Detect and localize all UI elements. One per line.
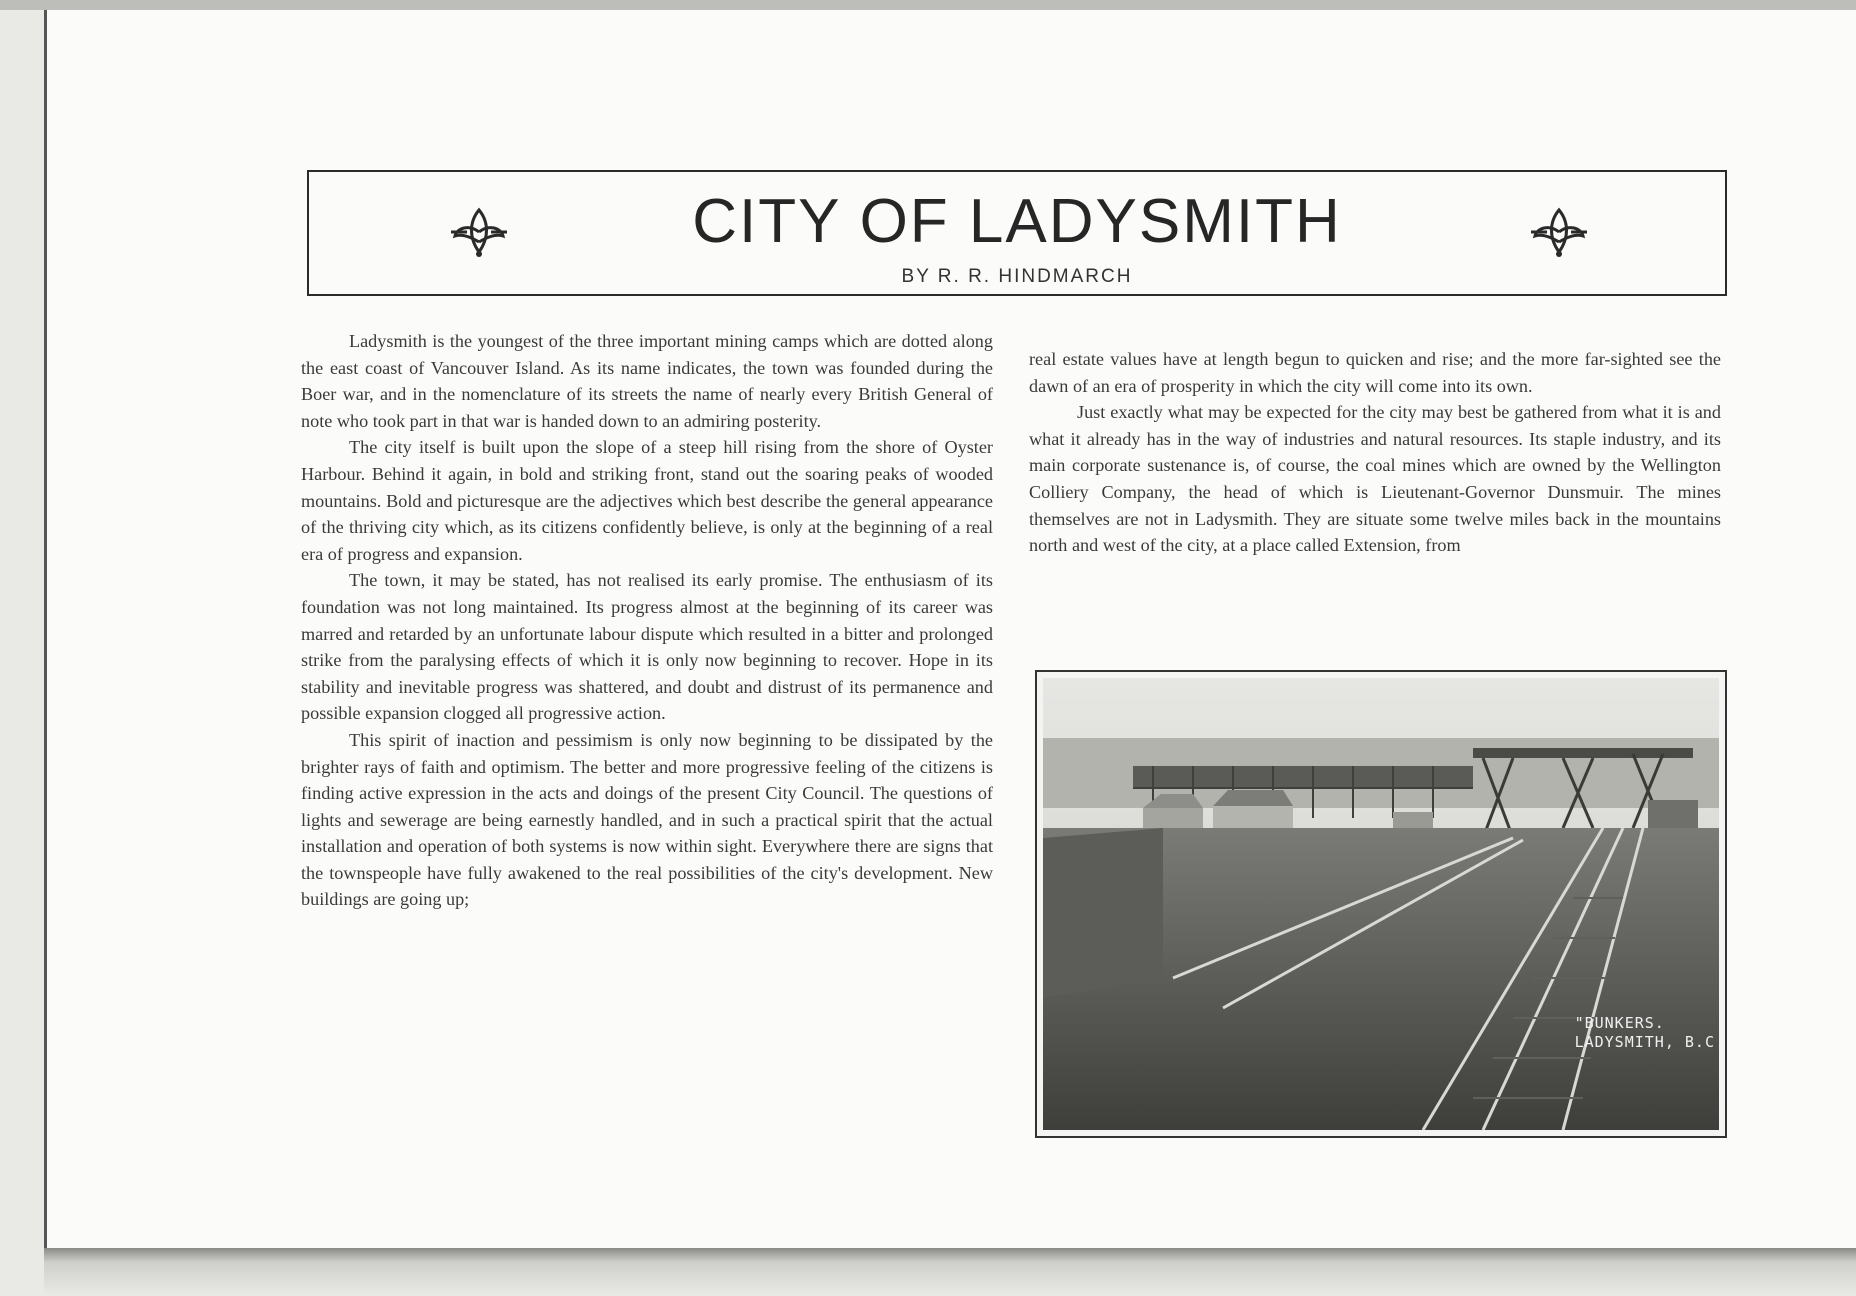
page-bottom-shadow	[44, 1248, 1856, 1296]
caption-line-2: LADYSMITH, B.C	[1574, 1033, 1715, 1051]
paragraph: Ladysmith is the youngest of the three important mining camps which are dotted along the east coast of Vancouver Island. As its name indicates, the town was founded during the Boer war, and in the nomenclature of its streets the name of nearly every British General of note who took part in that war is handed down to an admiring posterity.	[301, 331, 993, 431]
right-column	[1029, 346, 1721, 559]
byline: BY R. R. HINDMARCH	[901, 266, 1133, 287]
magazine-page	[44, 10, 1856, 1248]
paragraph: The city itself is built upon the slope of a steep hill rising from the shore of Oyster Harbour. Behind it again, in bold and striking front, stand out the soaring peaks of wooded mountains. Bold and picturesque are the adjectives which best describe the general appearance of the thriving city which, as its citizens confidently believe, is only at the beginning of a real era of progress and expansion.	[301, 437, 993, 564]
caption-line-1: "BUNKERS.	[1574, 1014, 1665, 1032]
railway-bunkers-image	[1043, 678, 1719, 1130]
paragraph: real estate values have at length begun to quicken and rise; and the more far-sighted see the dawn of an era of prosperity in which the city will come into its own.	[1029, 349, 1721, 396]
bunkers-photo	[1035, 670, 1727, 1138]
paragraph: The town, it may be stated, has not realised its early promise. The enthusiasm of its foundation was not long maintained. Its progress almost at the beginning of its career was marred and retarded by an unfortunate labour dispute which resulted in a bitter and prolonged strike from the paralysing effects of which it is only now beginning to recover. Hope in its stability and inevitable progress was shattered, and doubt and distrust of its permanence and possible expansion clogged all progressive action.	[301, 570, 993, 724]
left-column	[301, 328, 993, 913]
title-box	[307, 170, 1727, 296]
paragraph: This spirit of inaction and pessimism is only now beginning to be dissipated by the brighter rays of faith and optimism. The better and more progressive feeling of the citizens is finding active expression in the acts and doings of the present City Council. The questions of lights and sewerage are being earnestly handled, and in such a practical spirit that the actual installation and operation of both systems is now within sight. Everywhere there are signs that the townspeople have fully awakened to the real possibilities of the city's development. New buildings are going up;	[301, 729, 993, 910]
page-top-edge	[0, 0, 1856, 10]
paragraph: Just exactly what may be expected for the city may best be gathered from what it is and what it already has in the way of industries and natural resources. Its staple industry, and its main corporate sustenance is, of course, the coal mines which are owned by the Wellington Colliery Company, the head of which is Lieutenant-Governor Dunsmuir. The mines themselves are not in Ladysmith. They are situate some twelve miles back in the mountains north and west of the city, at a place called Extension, from	[1029, 402, 1721, 556]
fleur-ornament-icon	[1527, 202, 1591, 262]
page-title: CITY OF LADYSMITH	[692, 187, 1342, 256]
photo-caption	[1575, 1014, 1715, 1052]
